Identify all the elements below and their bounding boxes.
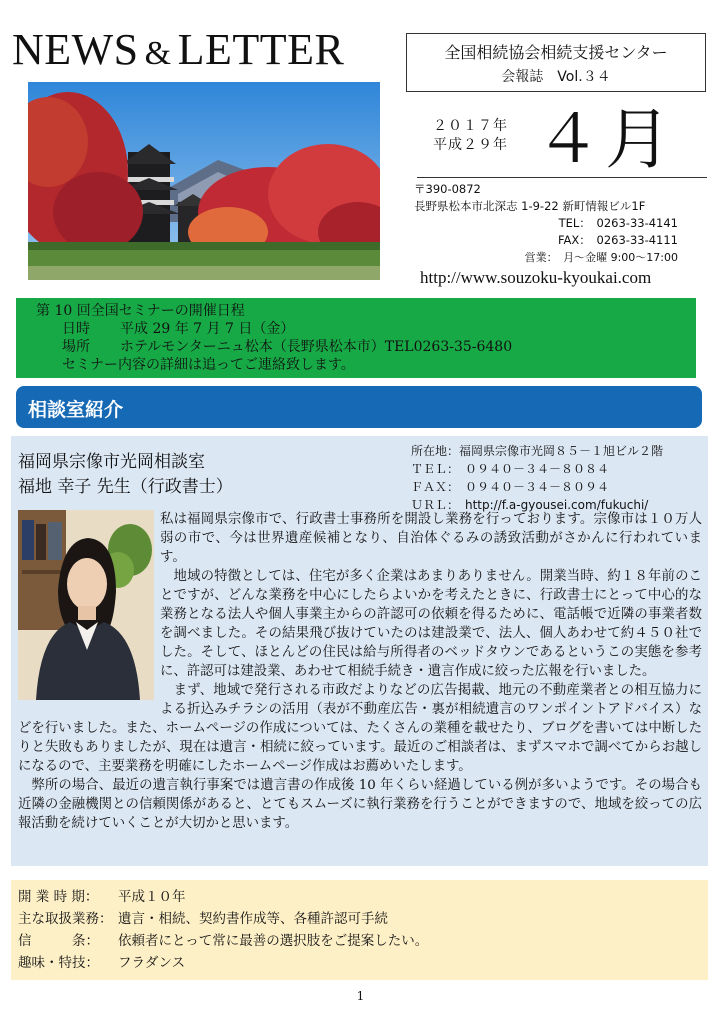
contact-fax: FAX： 0263-33-4111 [557,233,678,247]
contact-block [414,181,704,286]
office-heading [18,450,233,500]
postal-code: 〒390-0872 [414,182,481,196]
page-number: 1 [356,989,365,1003]
organization-box [406,33,706,92]
seminar-title: 第 10 回全国セミナーの開催日程 [36,303,245,319]
office-fax: ０９４０－３４－８０９４ [465,480,610,494]
issue-number: 会報誌 Vol.３４ [501,69,611,85]
profile-value: 依頼者にとって常に最善の選択肢をご提案したい。 [118,933,429,949]
office-info [411,442,663,514]
contact-address: 長野県松本市北深志 1-9-22 新町情報ビル1F [414,199,646,213]
date-divider [417,177,707,178]
office-tel: ０９４０－３４－８０８４ [465,462,610,476]
website-link[interactable]: http://www.souzoku-kyoukai.com [420,268,652,287]
seminar-venue-value: ホテルモンターニュ松本（長野県松本市）TEL0263-35-6480 [120,339,513,355]
profile-value: 遺言・相続、契約書作成等、各種許認可手続 [118,911,388,927]
profile-row [18,908,708,930]
article-paragraph: 私は福岡県宗像市で、行政書士事務所を開設し業務を行っております。宗像市は１０万人弱の市で、今は世界遺産候補となり、自治体ぐるみの誘致活動がさかんに行われています。 [160,512,702,565]
office-address: 福岡県宗像市光岡８５－１旭ビル２階 [459,444,664,458]
cover-photo-castle [28,82,380,280]
profile-label: 信 条： [18,933,99,949]
profile-label: 開 業 時 期： [18,889,99,905]
office-name: 福岡県宗像市光岡相談室 [18,452,205,472]
office-url-label: ＵＲＬ： [411,498,460,512]
office-tel-label: ＴＥＬ： [411,462,460,476]
masthead-ampersand: & [144,35,172,72]
seminar-date-value: 平成 29 年 7 月 7 日（金） [120,321,295,337]
contact-tel: TEL： 0263-33-4141 [558,216,678,230]
article-paragraph: 地域の特徴としては、住宅が多く企業はあまりありません。開業当時、約１８年前のことですが、どんな業務を中心にしたらよいかを考えたときに、行政書士にとって中心的な業務となる法人や個人事業主からの許認可の依頼を得るために、電話帳で近隣の事業者数を調べました。その結果飛び抜けていたのは建設業で、法人、個人あわせて約４５０社でした。そして、ほとんどの住民は給与所得者のベッドタウンであるというこの実態を参考に、許認可は建設業、あわせて相続手続き・遺言作成に絞った広報を行いました。 [160,569,702,679]
profile-box [11,880,708,980]
profile-label: 主な取扱業務： [18,911,113,927]
office-fax-row [411,478,663,496]
seminar-notice [16,298,696,378]
office-url[interactable]: http://f.a-gyousei.com/fukuchi/ [465,498,649,512]
seminar-venue-row [36,338,696,356]
office-person: 福地 幸子 先生（行政書士） [18,477,233,497]
masthead-title [12,24,344,75]
business-hours: 営業： 月～金曜 9:00～17:00 [524,251,678,264]
article-paragraph: 弊所の場合、最近の遺言執行事案では遺言書の作成後 10 年くらい経過している例が多いようです。その場合も近隣の金融機関との信頼関係があると、とてもスムーズに執行業務を行うことができますので、地域を絞っての広報活動を続けていくことが大切かと思います。 [18,778,702,831]
profile-row [18,952,708,974]
article-paragraph: まず、地域で発行される市政だよりなどの広告掲載、地元の不動産業者との相互協力による折込みチラシの活用（表が不動産広告・裏が相続遺言のワンポイントアドバイス）などを行いました。また、ホームページの作成については、たくさんの業種を載せたり、ブログを書いては中断したりと失敗もありましたが、現在は遺言・相続に絞っています。最近のご相談者は、まずスマホで調べてからお越しになるので、主要業務を明確にしたホームページ作成はお薦めいたします。 [18,683,702,774]
office-card [11,436,708,866]
office-tel-row [411,460,663,478]
portrait-photo [18,510,154,700]
seminar-venue-label: 場所 [62,339,90,355]
profile-value: 平成１０年 [118,889,186,905]
seminar-note: セミナー内容の詳細は追ってご連絡致します。 [62,357,355,373]
seminar-date-row [36,320,696,338]
year-japanese: 平成２９年 [433,137,508,153]
profile-row [18,886,708,908]
profile-label: 趣味・特技： [18,955,99,971]
masthead-news: NEWS [12,25,139,74]
masthead-letter: LETTER [177,25,345,74]
profile-row [18,930,708,952]
section-heading: 相談室紹介 [16,386,702,428]
year-western: ２０１７年 [433,118,508,134]
seminar-date-label: 日時 [62,321,90,337]
issue-year [430,117,508,155]
office-address-label: 所在地： [411,444,460,458]
office-address-row [411,442,663,460]
organization-name: 全国相続協会相続支援センター [444,43,668,62]
issue-month: ４月 [535,101,675,178]
profile-value: フラダンス [118,955,186,971]
office-fax-label: ＦＡＸ： [411,480,460,494]
